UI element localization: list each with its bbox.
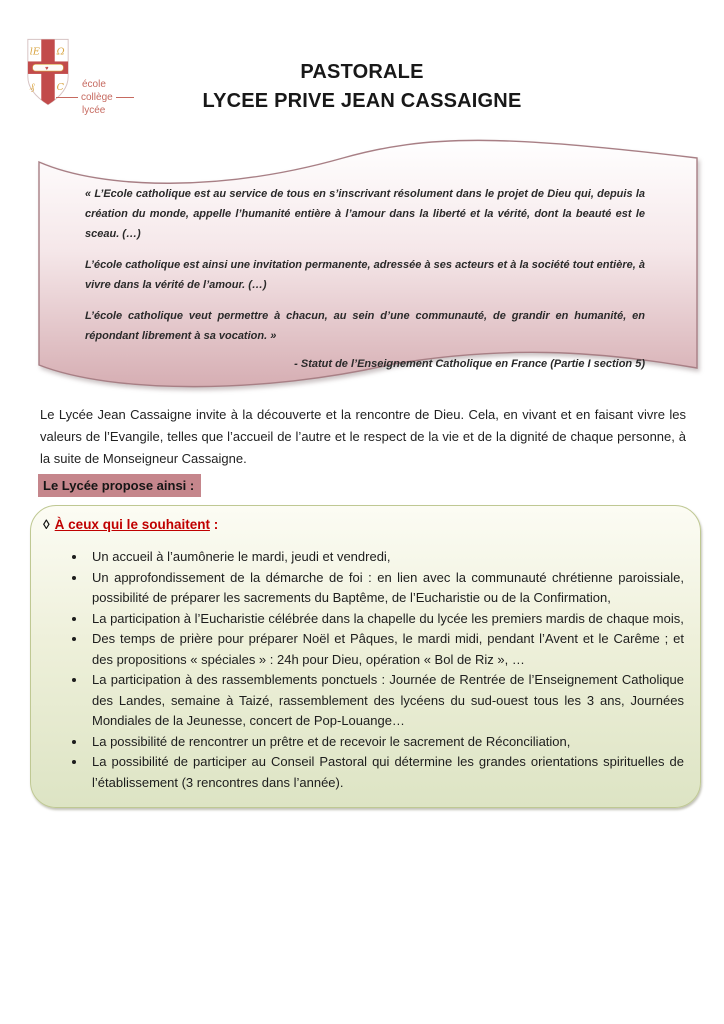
offers-heading-colon: : [209,517,219,532]
logo-line-college: collège [82,91,137,104]
offers-list [43,547,684,793]
quote-attribution: - Statut de l’Enseignement Catholique en France (Partie I section 5) [294,358,645,370]
quote-paragraph-1: « L’Ecole catholique est au service de tous en s’inscrivant résolument dans le projet de Dieu qui, depuis la création du monde, appelle l’humanité entière à l’amour dans la liberté et la vérité, dont la beauté est le sceau. (…) [85,188,645,240]
heart-icon: ♥ [45,66,49,73]
quote-paragraph-2: L’école catholique est ainsi une invitation permanente, adressée à ses acteurs et à la société tout entière, à vivre dans la vérité de l’amour. (…) [85,259,645,291]
offer-item: • La participation à l’Eucharistie célébrée dans la chapelle du lycée les premiers mardis de chaque mois, [87,609,684,630]
offer-item: • Un accueil à l’aumônerie le mardi, jeudi et vendredi, [87,547,684,568]
offers-heading [43,516,684,534]
offer-item: • Un approfondissement de la démarche de foi : en lien avec la communauté chrétienne paroissiale, possibilité de préparer les sacrements du Baptême, de l’Eucharistie ou de la Confirmation, [87,568,684,609]
page-title [0,58,724,116]
offer-item: • Des temps de prière pour préparer Noël et Pâques, le mardi midi, pendant l’Avent et le Carême ; et des propositions « spéciales » : 24h pour Dieu, opération « Bol de Riz », … [87,629,684,670]
logo-line-lycee: lycée [82,105,106,116]
svg-text:C: C [56,82,64,94]
offers-box [30,505,701,808]
svg-text:₰: ₰ [29,82,35,94]
svg-text:lE: lE [29,46,40,58]
offers-heading-text: À ceux qui le souhaitent [54,517,210,532]
quote-banner [33,132,703,400]
page-title-line2: LYCEE PRIVE JEAN CASSAIGNE [202,90,522,112]
proposal-highlight-label: Le Lycée propose ainsi : [38,474,201,497]
intro-paragraph: Le Lycée Jean Cassaigne invite à la découverte et la rencontre de Dieu. Cela, en vivant et en faisant vivre les valeurs de l’Evangile, telles que l’accueil de l’autre et le respect de la vie et de la dignité de chaque personne, à la suite de Monseigneur Cassaigne. [40,407,686,466]
offer-item: • La participation à des rassemblements ponctuels : Journée de Rentrée de l’Enseignement Catholique des Landes, semaine à Taizé, rassemblement des lycéens du sud-ouest tous les 3 ans, Journées Mondiales de la Jeunesse, concert de Pop-Louange… [87,670,684,732]
offer-item: • La possibilité de rencontrer un prêtre et de recevoir le sacrement de Réconciliation, [87,732,684,753]
quote-paragraph-3: L’école catholique veut permettre à chacun, au sein d’une communauté, de grandir en humanité, en répondant librement à sa vocation. » [85,310,645,342]
diamond-bullet: ◊ [43,517,50,532]
offer-item: • La possibilité de participer au Conseil Pastoral qui détermine les grandes orientations spirituelles de l’établissement (3 rencontres dans l’année). [87,752,684,793]
logo-line-ecole: école [82,79,106,90]
svg-text:Ω: Ω [56,46,65,58]
page-title-line1: PASTORALE [300,61,424,83]
quote-text-block [85,184,645,371]
